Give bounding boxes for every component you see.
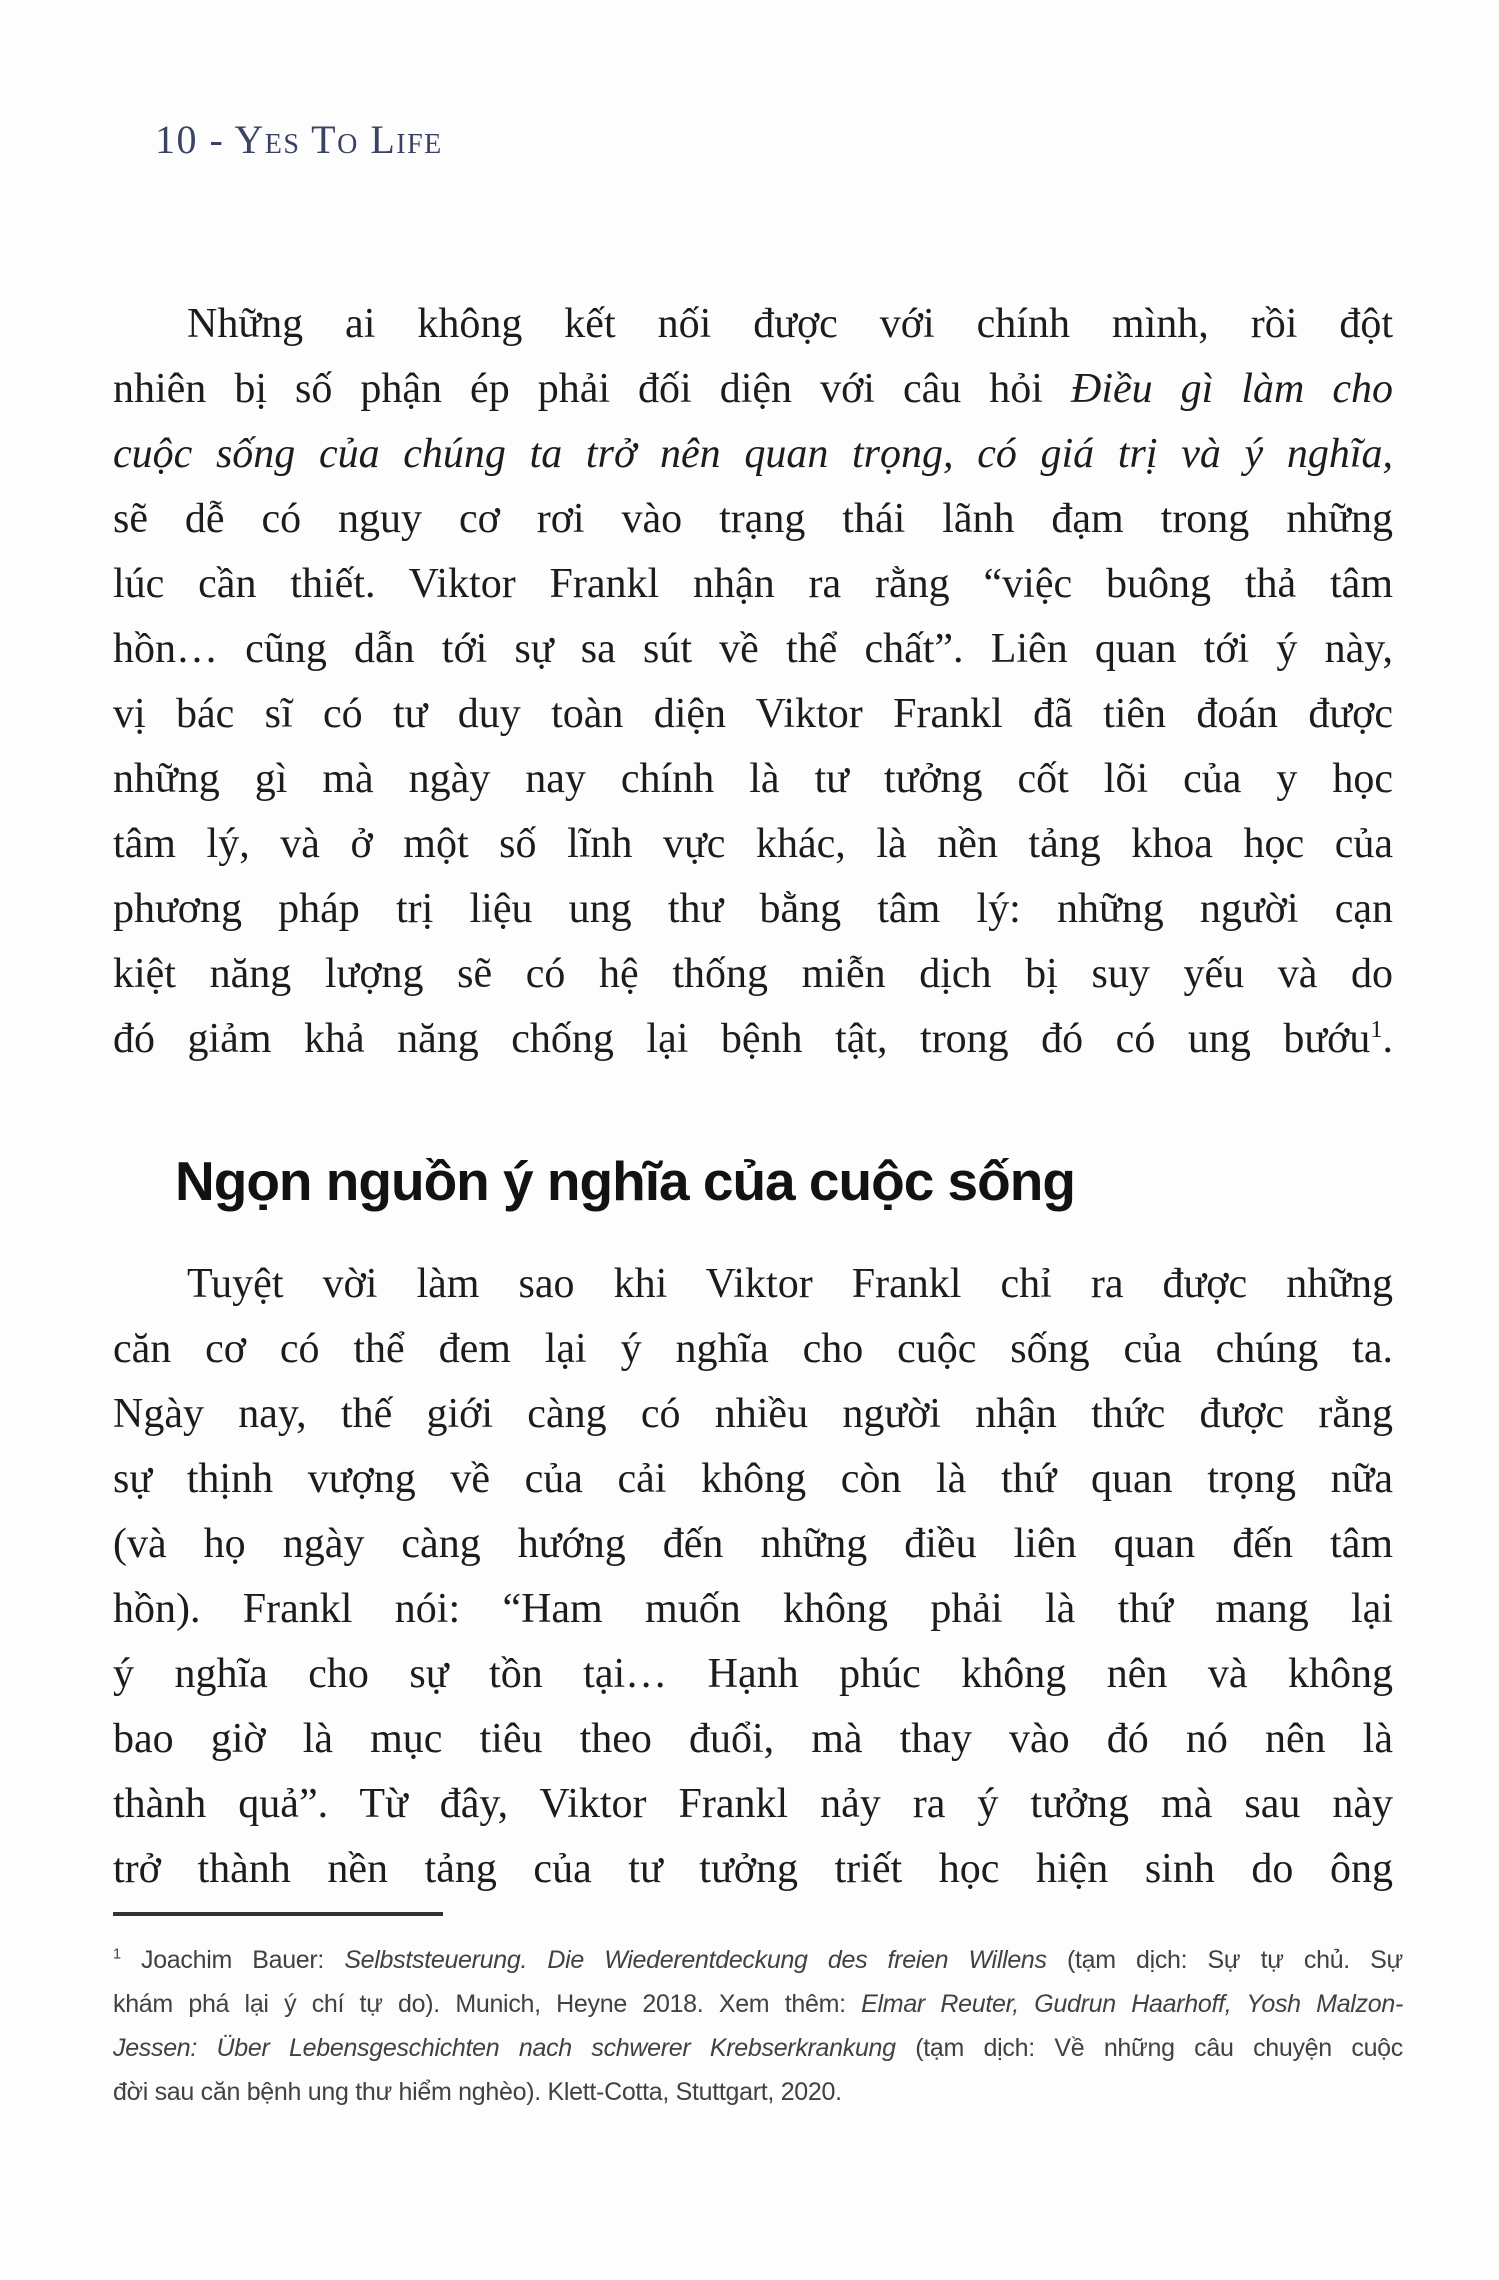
text-segment: (và họ ngày càng hướng đến những điều liên quan đến tâm	[113, 1521, 1393, 1567]
text-segment: những gì mà ngày nay chính là tư tưởng cốt lõi của y học	[113, 756, 1393, 802]
text-segment: Jessen: Über Lebensgeschichten nach schwerer Krebserkrankung	[113, 2034, 896, 2062]
text-line	[113, 1982, 1403, 2026]
text-segment: lúc cần thiết. Viktor Frankl nhận ra rằng “việc buông thả tâm	[113, 561, 1393, 607]
text-segment: Ngày nay, thế giới càng có nhiều người nhận thức được rằng	[113, 1391, 1393, 1437]
text-segment: nhiên bị số phận ép phải đối diện với câu hỏi	[113, 366, 1071, 412]
text-segment: Joachim Bauer:	[120, 1946, 345, 1974]
section-heading	[113, 1150, 1075, 1212]
text-line	[113, 1938, 1403, 1982]
text-line	[113, 487, 1393, 552]
text-segment: vị bác sĩ có tư duy toàn diện Viktor Frankl đã tiên đoán được	[113, 691, 1393, 737]
text-segment: tâm lý, và ở một số lĩnh vực khác, là nền tảng khoa học của	[113, 821, 1393, 867]
text-line	[113, 2070, 1403, 2114]
text-segment: Selbststeuerung. Die Wiederentdeckung des freien Willens	[344, 1946, 1047, 1974]
text-line	[113, 877, 1393, 942]
text-segment: sẽ dễ có nguy cơ rơi vào trạng thái lãnh đạm trong những	[113, 496, 1393, 542]
text-line	[113, 1252, 1393, 1317]
footnote-reference: 1	[1370, 1016, 1383, 1043]
footnote-separator	[113, 1912, 443, 1916]
text-line	[113, 552, 1393, 617]
text-segment: kiệt năng lượng sẽ có hệ thống miễn dịch bị suy yếu và do	[113, 951, 1393, 997]
text-segment: thành quả”. Từ đây, Viktor Frankl nảy ra ý tưởng mà sau này	[113, 1781, 1393, 1827]
paragraph-2	[113, 1252, 1393, 1902]
text-line	[113, 812, 1393, 877]
text-line	[113, 1382, 1393, 1447]
text-line	[113, 357, 1393, 422]
text-segment: đó giảm khả năng chống lại bệnh tật, trong đó có ung bướu	[113, 1016, 1371, 1062]
page-number-and-title: 10 - Yes To Life	[155, 117, 443, 162]
text-line	[113, 1837, 1393, 1902]
text-line	[113, 1317, 1393, 1382]
text-segment: Tuyệt vời làm sao khi Viktor Frankl chỉ ra được những	[187, 1261, 1393, 1307]
text-line	[113, 682, 1393, 747]
text-segment: sự thịnh vượng về của cải không còn là thứ quan trọng nữa	[113, 1456, 1393, 1502]
text-line	[113, 2026, 1403, 2070]
text-segment: ý nghĩa cho sự tồn tại… Hạnh phúc không nên và không	[113, 1651, 1393, 1697]
text-segment: trở thành nền tảng của tư tưởng triết học hiện sinh do ông	[113, 1846, 1393, 1892]
text-segment: khám phá lại ý chí tự do). Munich, Heyne 2018. Xem thêm:	[113, 1990, 862, 2018]
text-segment: căn cơ có thể đem lại ý nghĩa cho cuộc sống của chúng ta.	[113, 1326, 1393, 1372]
text-segment: hồn… cũng dẫn tới sự sa sút về thể chất”. Liên quan tới ý này,	[113, 626, 1393, 672]
running-header	[155, 118, 443, 162]
text-segment: cuộc sống của chúng ta trở nên quan trọng, có giá trị và ý nghĩa,	[113, 431, 1393, 477]
text-segment: phương pháp trị liệu ung thư bằng tâm lý: những người cạn	[113, 886, 1393, 932]
text-segment: Elmar Reuter, Gudrun Haarhoff, Yosh Malzon-	[861, 1990, 1403, 2018]
text-line	[113, 292, 1393, 357]
text-line	[113, 1707, 1393, 1772]
footnote	[113, 1938, 1403, 2114]
paragraph-1	[113, 292, 1393, 1072]
text-line	[113, 942, 1393, 1007]
text-segment: đời sau căn bệnh ung thư hiểm nghèo). Klett-Cotta, Stuttgart, 2020.	[113, 2078, 842, 2106]
text-line	[113, 422, 1393, 487]
text-segment: (tạm dịch: Sự tự chủ. Sự	[1046, 1946, 1403, 1974]
text-segment: (tạm dịch: Về những câu chuyện cuộc	[895, 2034, 1403, 2062]
text-line	[113, 1447, 1393, 1512]
text-segment: bao giờ là mục tiêu theo đuổi, mà thay vào đó nó nên là	[113, 1716, 1393, 1762]
text-line	[113, 1642, 1393, 1707]
text-line	[113, 617, 1393, 682]
text-segment: hồn). Frankl nói: “Ham muốn không phải là thứ mang lại	[113, 1586, 1393, 1632]
text-segment: Những ai không kết nối được với chính mình, rồi đột	[187, 301, 1393, 347]
text-line	[113, 747, 1393, 812]
text-line	[113, 1577, 1393, 1642]
footnote-reference: 1	[113, 1946, 121, 1963]
text-segment: Điều gì làm cho	[1070, 366, 1394, 412]
text-line	[113, 1512, 1393, 1577]
text-segment: .	[1382, 1016, 1393, 1062]
section-heading-text: Ngọn nguồn ý nghĩa của cuộc sống	[175, 1150, 1075, 1212]
text-line	[113, 1007, 1393, 1072]
text-line	[113, 1772, 1393, 1837]
